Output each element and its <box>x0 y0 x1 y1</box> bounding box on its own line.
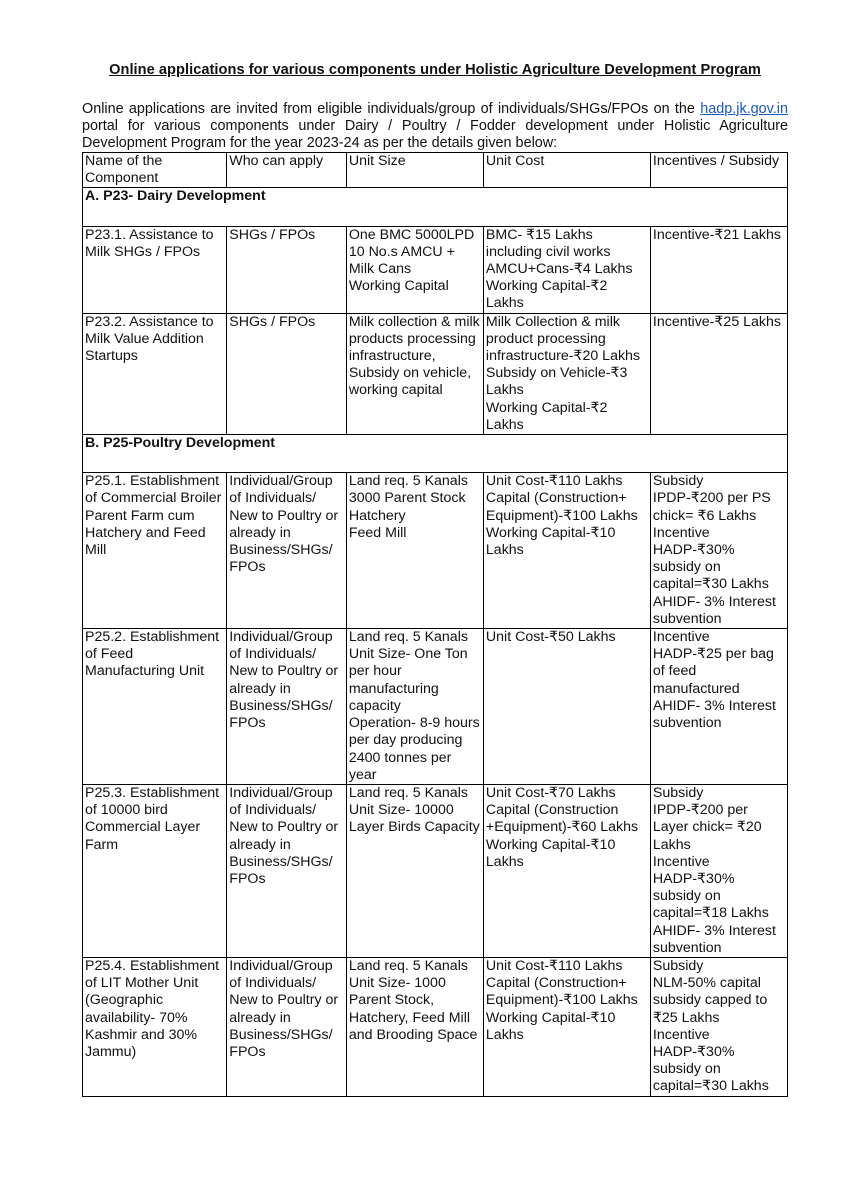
header-component: Name of the Component <box>83 153 227 188</box>
document-title: Online applications for various components under Holistic Agriculture Development Program <box>109 62 761 78</box>
section-heading-row <box>83 435 788 473</box>
cell-incentives: Subsidy NLM-50% capital subsidy capped to ₹25 Lakhs Incentive HADP-₹30% subsidy on capital=₹30 Lakhs <box>650 957 787 1096</box>
intro-text-start: Online applications are invited from eligible individuals/group of individuals/SHGs/FPOs on the <box>82 101 701 117</box>
header-unit-size: Unit Size <box>346 153 483 188</box>
table-row <box>83 784 788 957</box>
cell-component: P25.3. Establishment of 10000 bird Commercial Layer Farm <box>83 784 227 957</box>
table-row <box>83 313 788 434</box>
components-table <box>82 152 788 1097</box>
section-heading: A. P23- Dairy Development <box>83 188 788 226</box>
cell-who-can-apply: Individual/Group of Individuals/ New to Poultry or already in Business/SHGs/ FPOs <box>227 957 347 1096</box>
cell-component: P25.1. Establishment of Commercial Broiler Parent Farm cum Hatchery and Feed Mill <box>83 473 227 629</box>
cell-incentives: Subsidy IPDP-₹200 per PS chick= ₹6 Lakhs Incentive HADP-₹30% subsidy on capital=₹30 Lakhs AHIDF- 3% Interest subvention <box>650 473 787 629</box>
cell-unit-size: Land req. 5 Kanals Unit Size- One Ton per hour manufacturing capacity Operation- 8-9 hours per day producing 2400 tonnes per year <box>346 629 483 785</box>
table-row <box>83 473 788 629</box>
cell-who-can-apply: Individual/Group of Individuals/ New to Poultry or already in Business/SHGs/ FPOs <box>227 473 347 629</box>
cell-unit-cost: Unit Cost-₹70 Lakhs Capital (Construction +Equipment)-₹60 Lakhs Working Capital-₹10 Lakhs <box>483 784 650 957</box>
cell-incentives: Incentive-₹21 Lakhs <box>650 226 787 313</box>
cell-who-can-apply: SHGs / FPOs <box>227 226 347 313</box>
cell-who-can-apply: SHGs / FPOs <box>227 313 347 434</box>
table-row <box>83 629 788 785</box>
cell-incentives: Subsidy IPDP-₹200 per Layer chick= ₹20 Lakhs Incentive HADP-₹30% subsidy on capital=₹18 Lakhs AHIDF- 3% Interest subvention <box>650 784 787 957</box>
cell-unit-size: Milk collection & milk products processing infrastructure, Subsidy on vehicle, working capital <box>346 313 483 434</box>
cell-component: P25.4. Establishment of LIT Mother Unit (Geographic availability- 70% Kashmir and 30% Jammu) <box>83 957 227 1096</box>
cell-component: P23.2. Assistance to Milk Value Addition Startups <box>83 313 227 434</box>
header-who-can-apply: Who can apply <box>227 153 347 188</box>
cell-incentives: Incentive-₹25 Lakhs <box>650 313 787 434</box>
cell-who-can-apply: Individual/Group of Individuals/ New to Poultry or already in Business/SHGs/ FPOs <box>227 629 347 785</box>
table-body <box>83 188 788 1096</box>
cell-incentives: Incentive HADP-₹25 per bag of feed manufactured AHIDF- 3% Interest subvention <box>650 629 787 785</box>
cell-unit-cost: Unit Cost-₹110 Lakhs Capital (Construction+ Equipment)-₹100 Lakhs Working Capital-₹10 Lakhs <box>483 473 650 629</box>
cell-unit-cost: BMC- ₹15 Lakhs including civil works AMCU+Cans-₹4 Lakhs Working Capital-₹2 Lakhs <box>483 226 650 313</box>
table-header-row <box>83 153 788 188</box>
document-page <box>82 58 788 1097</box>
header-incentives: Incentives / Subsidy <box>650 153 787 188</box>
cell-component: P25.2. Establishment of Feed Manufacturing Unit <box>83 629 227 785</box>
cell-unit-size: Land req. 5 Kanals Unit Size- 1000 Parent Stock, Hatchery, Feed Mill and Brooding Space <box>346 957 483 1096</box>
cell-unit-size: Land req. 5 Kanals Unit Size- 10000 Layer Birds Capacity <box>346 784 483 957</box>
intro-paragraph <box>82 101 788 152</box>
intro-text-end: portal for various components under Dairy / Poultry / Fodder development under Holistic Agriculture Development Program for the year 2023-24 as per the details given below: <box>82 118 788 151</box>
table-row <box>83 226 788 313</box>
cell-unit-cost: Unit Cost-₹50 Lakhs <box>483 629 650 785</box>
cell-component: P23.1. Assistance to Milk SHGs / FPOs <box>83 226 227 313</box>
cell-unit-cost: Milk Collection & milk product processing infrastructure-₹20 Lakhs Subsidy on Vehicle-₹3 Lakhs Working Capital-₹2 Lakhs <box>483 313 650 434</box>
cell-who-can-apply: Individual/Group of Individuals/ New to Poultry or already in Business/SHGs/ FPOs <box>227 784 347 957</box>
cell-unit-size: Land req. 5 Kanals 3000 Parent Stock Hatchery Feed Mill <box>346 473 483 629</box>
cell-unit-cost: Unit Cost-₹110 Lakhs Capital (Construction+ Equipment)-₹100 Lakhs Working Capital-₹10 Lakhs <box>483 957 650 1096</box>
header-unit-cost: Unit Cost <box>483 153 650 188</box>
section-heading-row <box>83 188 788 226</box>
portal-link[interactable]: hadp.jk.gov.in <box>700 101 788 117</box>
cell-unit-size: One BMC 5000LPD 10 No.s AMCU + Milk Cans Working Capital <box>346 226 483 313</box>
table-row <box>83 957 788 1096</box>
section-heading: B. P25-Poultry Development <box>83 435 788 473</box>
